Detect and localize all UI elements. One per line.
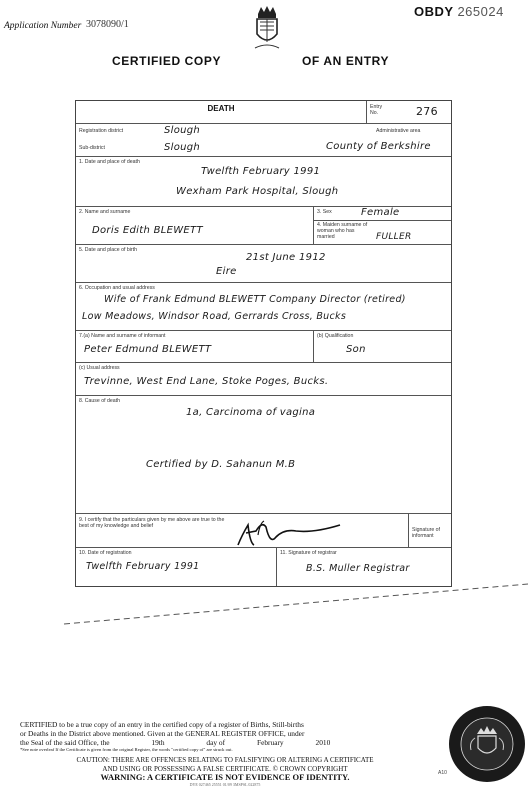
field-5-label: 5. Date and place of birth xyxy=(79,247,137,253)
field-1-label: 1. Date and place of death xyxy=(79,159,140,165)
given-month: February xyxy=(256,738,284,747)
admin-area-label: Administrative area xyxy=(376,128,421,134)
sub-district: Slough xyxy=(164,142,201,153)
field-2-label: 2. Name and surname xyxy=(79,209,131,215)
deceased-name: Doris Edith BLEWETT xyxy=(92,225,203,236)
sub-district-label: Sub-district xyxy=(79,145,105,151)
birth-place: Eire xyxy=(216,266,237,277)
certification-line-3: the Seal of the said Office, the 19th day of February 2010 xyxy=(20,738,331,747)
certification-line-1: CERTIFIED to be a true copy of an entry in the certified copy of a register of Births, Still-births xyxy=(20,720,304,729)
birth-date: 21st June 1912 xyxy=(246,252,326,263)
given-day: 19th xyxy=(151,738,165,747)
field-6-label: 6. Occupation and usual address xyxy=(79,285,155,291)
application-number-label: Application Number xyxy=(4,21,82,31)
field-9-signature-label: Signature of informant xyxy=(412,527,440,539)
certification-line-2: or Deaths in the District above mentioned. Given at the GENERAL REGISTER OFFICE, under xyxy=(20,729,305,738)
field-4-label: 4. Maiden surname of woman who has married xyxy=(317,222,368,240)
seal-side-code: A10 xyxy=(438,770,447,776)
caution-line-2: AND USING OR POSSESSING A FALSE CERTIFICATE. © CROWN COPYRIGHT xyxy=(102,764,348,773)
registration-date: Twelfth February 1991 xyxy=(86,561,200,572)
informant-address: Trevinne, West End Lane, Stoke Poges, Bucks. xyxy=(84,376,329,387)
cause-of-death: 1a, Carcinoma of vagina xyxy=(186,407,316,418)
entry-label: Entry No. xyxy=(370,104,383,116)
registration-district: Slough xyxy=(164,125,201,136)
death-date: Twelfth February 1991 xyxy=(201,166,321,177)
registrar-signature: B.S. Muller Registrar xyxy=(306,563,410,574)
title-right: OF AN ENTRY xyxy=(302,54,390,68)
certification-note: *See note overleaf If the Certificate is given from the original Register, the words "certified copy of" are struck out. xyxy=(20,747,233,752)
field-7b-label: (b) Qualification xyxy=(317,333,354,339)
admin-area: County of Berkshire xyxy=(326,141,431,152)
title-left: CERTIFIED COPY xyxy=(112,54,222,68)
death-place: Wexham Park Hospital, Slough xyxy=(176,186,339,197)
tear-line xyxy=(60,578,529,628)
qualification: Son xyxy=(346,344,366,355)
crown-crest-icon xyxy=(252,4,282,52)
warning-line: WARNING: A CERTIFICATE IS NOT EVIDENCE OF IDENTITY. xyxy=(100,772,350,782)
certificate-prefix: OBDY xyxy=(414,4,454,19)
sex-value: Female xyxy=(361,207,400,218)
caution-line-1: CAUTION: THERE ARE OFFENCES RELATING TO FALSIFYING OR ALTERING A CERTIFICATE xyxy=(76,756,374,764)
small-print: DYE 027465 25551 01/09 3MSPSL 022875 xyxy=(189,781,261,787)
caution-text xyxy=(10,756,440,787)
form-heading: DEATH xyxy=(207,104,235,113)
certificate-number: 265024 xyxy=(457,4,504,19)
informant-name: Peter Edmund BLEWETT xyxy=(84,344,212,355)
gro-seal-icon xyxy=(447,704,527,784)
application-number: 3078090/1 xyxy=(86,19,129,30)
registration-district-label: Registration district xyxy=(79,128,124,134)
field-10-label: 10. Date of registration xyxy=(79,550,132,556)
informant-signature xyxy=(236,515,346,549)
occupation: Wife of Frank Edmund BLEWETT Company Director (retired) xyxy=(104,294,406,305)
usual-address: Low Meadows, Windsor Road, Gerrards Cross, Bucks xyxy=(82,311,347,322)
field-8-label: 8. Cause of death xyxy=(79,398,120,404)
field-9-label: 9. I certify that the particulars given by me above are true to the best of my knowledge and belief xyxy=(79,517,225,529)
death-entry-form xyxy=(75,100,452,587)
certified-by: Certified by D. Sahanun M.B xyxy=(146,459,296,470)
field-3-label: 3. Sex xyxy=(317,209,332,215)
certification-text xyxy=(20,720,440,753)
certificate-serial xyxy=(414,4,504,19)
entry-number: 276 xyxy=(416,105,438,118)
given-year: 2010 xyxy=(315,738,331,747)
field-7c-label: (c) Usual address xyxy=(79,365,120,371)
field-7a-label: 7.(a) Name and surname of informant xyxy=(79,333,166,339)
maiden-surname: FULLER xyxy=(376,232,412,242)
field-11-label: 11. Signature of registrar xyxy=(280,550,337,556)
